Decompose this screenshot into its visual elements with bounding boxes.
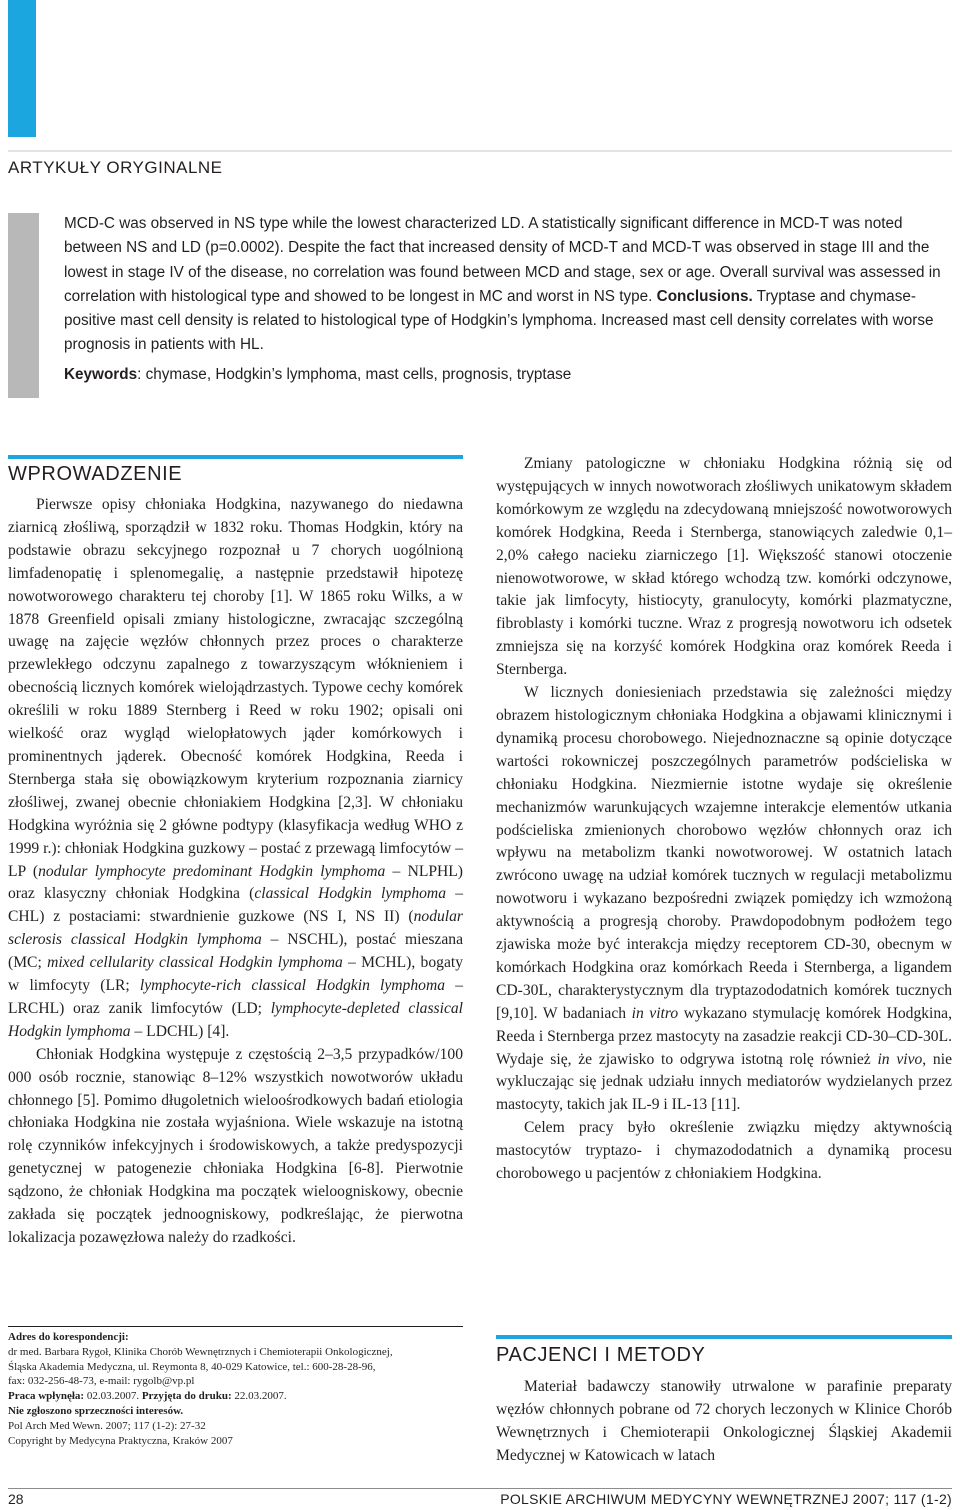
keywords-label: Keywords (64, 365, 138, 383)
conclusions-label: Conclusions. (656, 287, 753, 305)
heading-rule (8, 455, 463, 459)
accepted-date: 22.03.2007. (231, 1390, 287, 1403)
italic-term: lymphocyte-depleted classical Hodgkin lymphoma (8, 999, 464, 1040)
right-paragraph-3: Celem pracy było określenie związku między aktywnością mastocytów tryptazo- i chymazododatnich a dynamiką procesu chorobowego u pacjentów z chłoniakiem Hodgkina. (496, 1119, 952, 1183)
keywords-text: : chymase, Hodgkin’s lymphoma, mast cells, prognosis, tryptase (137, 365, 572, 383)
section-divider (8, 150, 952, 152)
text-run: Pierwsze opisy chłoniaka Hodgkina, nazywanego do niedawna ziarnicą złośliwą, sporządził w 1832 roku. Thomas Hodgkin, który na podstawie obrazu sekcyjnego rozpoznał u 7 chorych uogólnioną limfadenopatię i splenomegalię, a następnie przedstawił hipotezę nowotworowego charakteru tej choroby [1]. W 1865 roku Wilks, a w 1878 Greenfield opisali zmiany histologiczne, zwracając szczególną uwagę na zajęcie węzłów chłonnych przez proces o charakterze przewlekłego odczynu zapalnego z towarzyszącym włóknieniem i obecnością licznych komórek wielojądrzastych. Typowe cechy komórek określili w roku 1889 Sternberg i Reed w roku 1902; opisali oni wielkość oraz wygląd wielopłatowych jąder komórkowych i prominentnych jąderek. Obecność komórek Hodgkina, Reeda i Sternberga stała się obowiązkowym kryterium rozpoznania ziarnicy złośliwej, zwanej obecnie chłoniakiem Hodgkina [2,3]. W chłoniaku Hodgkina wyróżnia się 2 główne podtypy (klasyfikacja według WHO z 1999 r.): chłoniak Hodgkina guzkowy – postać z przewagą limfocytów – LP ( (8, 496, 463, 880)
received-date: 02.03.2007. (84, 1390, 140, 1403)
conflict-statement: Nie zgłoszono sprzeczności interesów. (8, 1404, 184, 1417)
italic-term: lymphocyte-rich classical Hodgkin lymphoma (139, 977, 446, 995)
text-run: – CHL) z postaciami: stwardnienie guzkowe (NS I, NS II) ( (8, 885, 463, 926)
keywords (64, 363, 944, 387)
text-run: – LDCHL) [4]. (130, 1022, 230, 1040)
text-run: – NLPHL) oraz klasyczny chłoniak Hodgkina ( (8, 862, 464, 903)
section-label: ARTYKUŁY ORYGINALNE (8, 158, 223, 177)
accent-color-bar (8, 0, 36, 137)
footer-divider (8, 1488, 952, 1489)
italic-term: nodular lymphocyte predominant Hodgkin lymphoma (38, 862, 386, 880)
italic-term: in vitro (631, 1004, 679, 1022)
italic-term: classical Hodgkin lymphoma (254, 885, 446, 903)
italic-term: mixed cellularity classical Hodgkin lymphoma (47, 954, 343, 972)
citation: Pol Arch Med Wewn. 2007; 117 (1-2): 27-32 (8, 1419, 206, 1432)
abstract-conclusions: Tryptase and chymase-positive mast cell density is related to histological type of Hodgkin’s lymphoma. Increased mast cell density correlates with worse prognosis in patients with HL. (64, 287, 934, 354)
intro-paragraph-2: Chłoniak Hodgkina występuje z częstością 2–3,5 przypadków/100 000 osób rocznie, stanowiąc 8–12% wszystkich nowotworów układu chłonnego [5]. Pomimo długoletnich wieloośrodkowych badań etiologia chłoniaka Hodgkina nie została wyjaśniona. Wiele wskazuje na istotną rolę czynników infekcyjnych i środowiskowych, a także predyspozycji genetycznej w patogenezie chłoniaka Hodgkina [6-8]. Pierwotnie sądzono, że chłoniak Hodgkina ma początek wieloogniskowy, obecnie zakłada się początek jednoogniskowy, podkreślając, że pierwotna lokalizacja pozawęzłowa należy do rzadkości. (8, 1045, 463, 1246)
page-number: 28 (8, 1491, 24, 1507)
right-paragraph-2 (496, 682, 952, 1117)
copyright: Copyright by Medycyna Praktyczna, Kraków 2007 (8, 1434, 233, 1447)
section-heading-methods: PACJENCI I METODY (496, 1344, 706, 1366)
abstract-text (64, 212, 944, 358)
footnote-divider (8, 1326, 463, 1327)
address-line: dr med. Barbara Rygoł, Klinika Chorób Wewnętrznych i Chemioterapii Onkologicznej, (8, 1345, 393, 1358)
text-run: – LRCHL) oraz zanik limfocytów (LD; (8, 977, 463, 1017)
italic-term: in vivo (877, 1050, 923, 1068)
abstract-sidebar-bar (8, 213, 39, 398)
intro-paragraph-1 (8, 494, 463, 1044)
text-run: wykazano stymulację komórek Hodgkina, Reeda i Sternberga przez mastocyty na zasadzie reakcji CD-30–CD-30L. Wydaje się, że zjawisko to odgrywa istotną rolę również (496, 1004, 952, 1068)
journal-name: POLSKIE ARCHIWUM MEDYCYNY WEWNĘTRZNEJ 2007; 117 (1-2) (500, 1491, 952, 1507)
left-column (8, 494, 463, 1250)
italic-term: nodular sclerosis classical Hodgkin lymphoma (8, 908, 463, 949)
right-paragraph-1: Zmiany patologiczne w chłoniaku Hodgkina różnią się od występujących w innych nowotworach złośliwych unikatowym składem komórkowym ze względu na zdecydowaną mniejszość nowotworowych komórek Hodgkina, Reeda i Sternberga, stanowiących zaledwie 0,1–2,0% całego nacieku ziarniczego [1]. Większość stanowi otoczenie nienowotworowe, w skład którego wchodzą tzw. komórki odczynowe, takie jak limfocyty, histiocyty, granulocyty, komórki plazmatyczne, fibroblasty i komórki tuczne. Wraz z progresją nowotworu ich odsetek zmniejsza się na korzyść komórek Hodgkina oraz komórek Reeda i Sternberga. (496, 455, 952, 679)
section-heading-introduction: WPROWADZENIE (8, 463, 183, 485)
text-run: , nie wykluczając się jednak udziału innych mediatorów wydzielanych przez mastocyty, takich jak IL-9 i IL-13 [11]. (496, 1050, 952, 1114)
heading-rule (496, 1335, 952, 1339)
correspondence-footnote (8, 1330, 468, 1448)
text-run: – NSCHL), postać mieszana (MC; (8, 931, 463, 972)
text-run: – MCHL), bogaty w limfocyty (LR; (8, 954, 463, 995)
address-line: Śląska Akademia Medyczna, ul. Reymonta 8, 40-029 Katowice, tel.: 600-28-28-96, (8, 1360, 376, 1373)
methods-paragraph-1: Materiał badawczy stanowiły utrwalone w parafinie preparaty węzłów chłonnych pobrane od 72 chorych leczonych w Klinice Chorób Wewnętrznych i Chemioterapii Onkologicznej Śląskiej Akademii Medycznej w Katowicach w latach (496, 1378, 952, 1464)
abstract (64, 212, 944, 387)
address-label: Adres do korespondencji: (8, 1331, 129, 1343)
received-label: Praca wpłynęła: (8, 1390, 85, 1403)
right-column (496, 453, 952, 1186)
abstract-results: MCD-C was observed in NS type while the lowest characterized LD. A statistically significant difference in MCD-T was noted between NS and LD (p=0.0002). Despite the fact that increased density of MCD-T and MCD-T was observed in stage III and the lowest in stage IV of the disease, no correlation was found between MCD and stage, sex or age. Overall survival was assessed in correlation with histological type and showed to be longest in MC and worst in NS type. (64, 215, 941, 305)
dates-line (8, 1389, 468, 1404)
accepted-label: Przyjęta do druku: (139, 1390, 232, 1403)
address-line: fax: 032-256-48-73, e-mail: rygolb@vp.pl (8, 1375, 195, 1388)
text-run: W licznych doniesieniach przedstawia się zależności między obrazem histologicznym chłoniaka Hodgkina a objawami klinicznymi i dynamiką procesu chorobowego. Niejednoznaczne są opinie dotyczące wartości rokowniczej poszczególnych parametrów podścieliska w chłoniaku Hodgkina. Niezmiernie istotne wydaje się określenie mechanizmów warunkujących wzajemne interakcje elementów utkania podścieliska zmienionych chorobowo węzłów chłonnych oraz ich wpływu na metabolizm tkanki nowotworowej. W ostatnich latach zwrócono uwagę na udział komórek tucznych w regulacji metabolizmu nowotworu i wykazano bezpośredni związek pomiędzy ich wzmożoną aktywnością a progresją choroby. Prawdopodobnym podłożem tego zjawiska może być interakcja między receptorem CD-30, obecnym w komórkach Hodgkina oraz komórkach Reeda i Sternberga, a ligandem CD-30L, charakterystycznym dla tryptazododatnich komórek tucznych [9,10]. W badaniach (496, 684, 952, 1022)
methods-column (496, 1376, 952, 1468)
